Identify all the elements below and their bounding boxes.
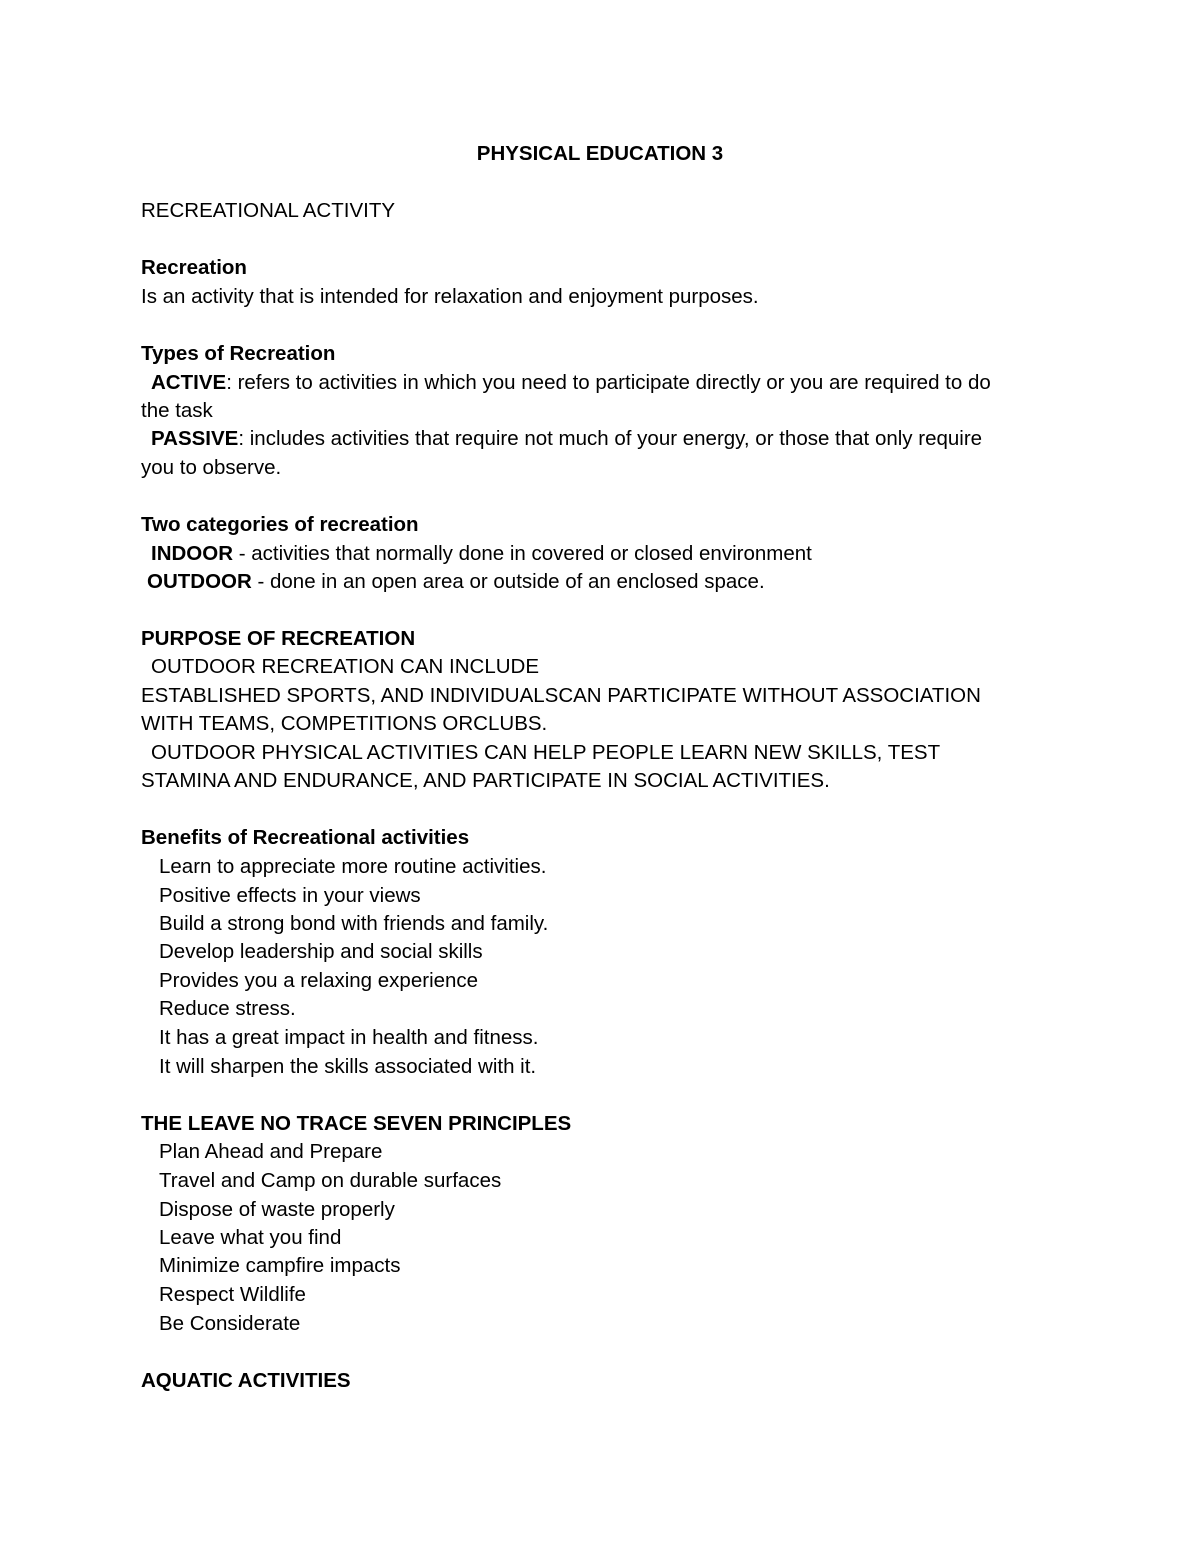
principle-item: Be Considerate: [159, 1312, 301, 1335]
passive-definition-continued: you to observe.: [141, 456, 282, 479]
passive-text: : includes activities that require not much of your energy, or those that only require: [238, 427, 983, 450]
outdoor-definition: [147, 568, 765, 596]
benefit-item: It will sharpen the skills associated with it.: [159, 1055, 537, 1078]
benefit-item: It has a great impact in health and fitness.: [159, 1026, 539, 1049]
outdoor-text: - done in an open area or outside of an enclosed space.: [251, 570, 765, 593]
purpose-line: OUTDOOR RECREATION CAN INCLUDE: [151, 655, 540, 678]
purpose-line: OUTDOOR PHYSICAL ACTIVITIES CAN HELP PEOPLE LEARN NEW SKILLS, TEST: [151, 741, 941, 764]
principle-item: Respect Wildlife: [159, 1283, 306, 1306]
principle-item: Travel and Camp on durable surfaces: [159, 1169, 502, 1192]
purpose-line: WITH TEAMS, COMPETITIONS ORCLUBS.: [141, 712, 548, 735]
topic-heading: RECREATIONAL ACTIVITY: [141, 199, 396, 222]
principle-item: Leave what you find: [159, 1226, 342, 1249]
purpose-line: ESTABLISHED SPORTS, AND INDIVIDUALSCAN PARTICIPATE WITHOUT ASSOCIATION: [141, 684, 981, 707]
principle-item: Minimize campfire impacts: [159, 1254, 401, 1277]
benefit-item: Positive effects in your views: [159, 884, 421, 907]
active-term: ACTIVE: [151, 371, 227, 394]
indoor-term: INDOOR: [151, 542, 233, 565]
recreation-heading: Recreation: [141, 256, 247, 279]
purpose-heading: PURPOSE OF RECREATION: [141, 627, 416, 650]
passive-definition: [151, 425, 982, 453]
outdoor-term: OUTDOOR: [147, 570, 252, 593]
principle-item: Dispose of waste properly: [159, 1198, 395, 1221]
active-definition: [151, 369, 991, 397]
benefit-item: Learn to appreciate more routine activities.: [159, 855, 547, 878]
passive-term: PASSIVE: [151, 427, 239, 450]
benefit-item: Provides you a relaxing experience: [159, 969, 479, 992]
recreation-definition: Is an activity that is intended for relaxation and enjoyment purposes.: [141, 285, 759, 308]
benefits-heading: Benefits of Recreational activities: [141, 826, 470, 849]
active-text: : refers to activities in which you need to participate directly or you are required to do: [226, 371, 991, 394]
benefit-item: Build a strong bond with friends and family.: [159, 912, 549, 935]
purpose-line: STAMINA AND ENDURANCE, AND PARTICIPATE IN SOCIAL ACTIVITIES.: [141, 769, 830, 792]
types-heading: Types of Recreation: [141, 342, 336, 365]
active-definition-continued: the task: [141, 399, 213, 422]
benefit-item: Reduce stress.: [159, 997, 296, 1020]
indoor-definition: [151, 540, 812, 568]
aquatic-heading: AQUATIC ACTIVITIES: [141, 1369, 351, 1392]
categories-heading: Two categories of recreation: [141, 513, 419, 536]
indoor-text: - activities that normally done in covered or closed environment: [233, 542, 812, 565]
benefit-item: Develop leadership and social skills: [159, 940, 483, 963]
principle-item: Plan Ahead and Prepare: [159, 1140, 383, 1163]
page-title: PHYSICAL EDUCATION 3: [476, 142, 724, 165]
leave-no-trace-heading: THE LEAVE NO TRACE SEVEN PRINCIPLES: [141, 1112, 572, 1135]
